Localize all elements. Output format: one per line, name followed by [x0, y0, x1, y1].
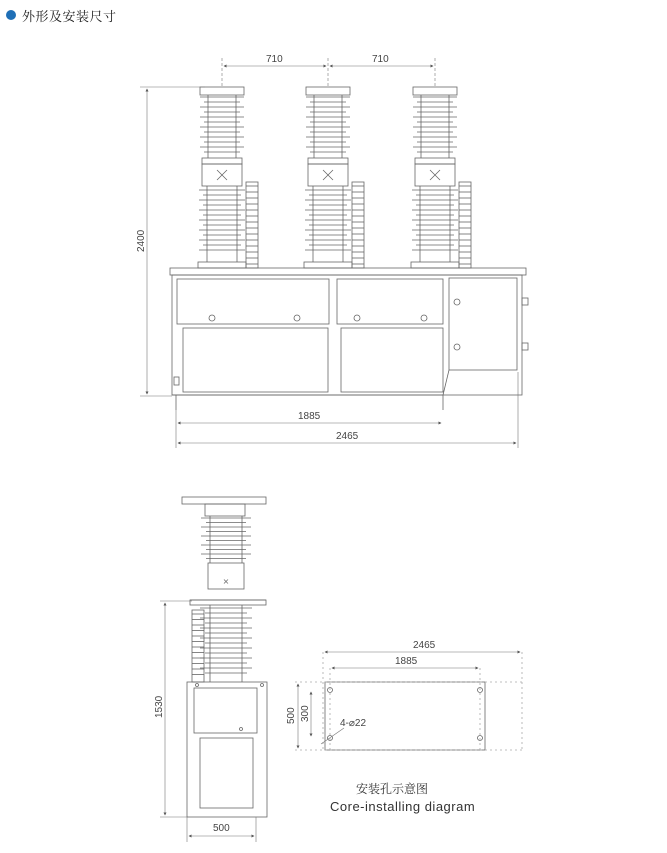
- dim-side-height: 1530: [154, 695, 165, 718]
- side-panel-bottom: [200, 738, 253, 808]
- insulator-pole: [411, 87, 471, 268]
- side-top-plate: [182, 497, 266, 504]
- cabinet-body: [172, 275, 522, 395]
- pole-side-housing: [352, 182, 364, 268]
- pole-base: [304, 262, 352, 268]
- front-panel-1: [177, 279, 329, 324]
- side-insulator-sheds: [200, 516, 252, 682]
- bolt-icon: [454, 299, 460, 305]
- side-cabinet: [187, 682, 267, 817]
- pole-flange: [308, 158, 348, 164]
- front-view: [170, 87, 528, 410]
- install-base-outline: [325, 682, 485, 750]
- bolt-icon: [209, 315, 215, 321]
- front-dimensions: [140, 58, 518, 448]
- pole-top-cap: [413, 87, 457, 95]
- insulator-pole: [198, 87, 258, 268]
- install-caption-en: Core-installing diagram: [330, 799, 476, 814]
- pole-side-housing: [459, 182, 471, 268]
- install-diagram: [295, 652, 525, 752]
- bolt-icon: [354, 315, 360, 321]
- dim-install-inner-height: 300: [300, 705, 311, 722]
- dim-pitch-right: 710: [372, 54, 389, 65]
- bolt-icon: [421, 315, 427, 321]
- dim-side-width: 500: [213, 823, 230, 834]
- dim-pitch-left: 710: [266, 54, 283, 65]
- insulator-pole: [304, 87, 364, 268]
- side-panel-top: [194, 688, 257, 733]
- section-title: 外形及安装尺寸: [22, 9, 117, 25]
- front-panel-4: [341, 328, 443, 392]
- pole-top-cap: [306, 87, 350, 95]
- ground-terminal: [174, 377, 179, 385]
- pole-group: [198, 87, 471, 268]
- dim-inner-width: 1885: [298, 411, 321, 422]
- spring-housing-outline: [192, 610, 204, 682]
- bolt-icon: [294, 315, 300, 321]
- pole-flange: [415, 158, 455, 164]
- side-fitting: [522, 298, 528, 305]
- cabinet-top-plate: [170, 268, 526, 275]
- dim-front-height: 2400: [136, 229, 147, 252]
- pole-top-cap: [200, 87, 244, 95]
- mechanism-box: [449, 278, 517, 370]
- dim-install-inner-width: 1885: [395, 656, 418, 667]
- front-panel-3: [183, 328, 328, 392]
- side-spring-housing: [192, 610, 204, 682]
- side-fitting: [522, 343, 528, 350]
- pole-side-housing: [246, 182, 258, 268]
- install-caption-cn: 安装孔示意图: [356, 782, 429, 796]
- dim-overall-width: 2465: [336, 431, 359, 442]
- bolt-icon: [454, 344, 460, 350]
- pole-flange: [202, 158, 242, 164]
- pole-base: [198, 262, 246, 268]
- svg-text:⨯: ⨯: [222, 577, 230, 586]
- hole-spec-label: 4-⌀22: [340, 718, 367, 729]
- pole-base: [411, 262, 459, 268]
- side-view: [182, 497, 267, 817]
- side-mid-plate: [190, 600, 266, 605]
- dim-install-outer-height: 500: [286, 707, 297, 724]
- dim-install-outer-width: 2465: [413, 640, 436, 651]
